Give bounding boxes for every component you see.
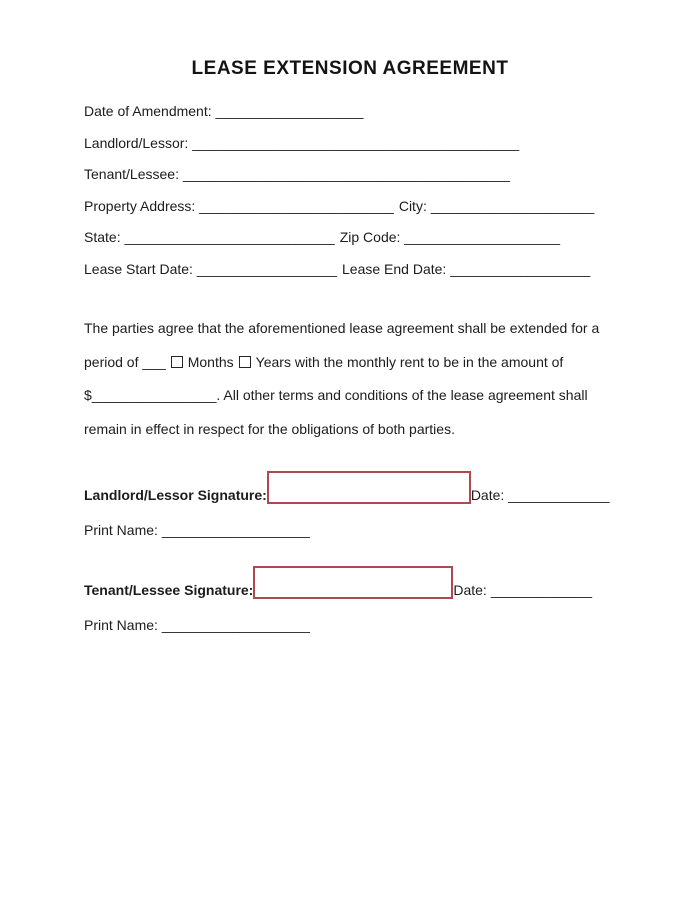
- date-of-amendment-row: [84, 96, 616, 128]
- tenant-print-name-row: [84, 615, 616, 635]
- city-label: City:: [398, 197, 431, 214]
- lease-end-date-label: Lease End Date:: [342, 260, 451, 277]
- landlord-label: Landlord/Lessor:: [84, 134, 193, 151]
- tenant-signature-field[interactable]: [253, 566, 453, 599]
- agreement-paragraph-line-4: remain in effect in respect for the obligations of both parties.: [84, 420, 455, 437]
- tenant-label: Tenant/Lessee:: [84, 166, 183, 182]
- page-title: LEASE EXTENSION AGREEMENT: [191, 58, 509, 79]
- tenant-print-name-label: Print Name:: [84, 617, 158, 633]
- tenant-print-name-blank: ___________________: [161, 617, 310, 633]
- lease-start-date-blank: __________________: [196, 260, 337, 277]
- property-address-blank: _________________________: [199, 197, 394, 214]
- tenant-row: [84, 159, 616, 191]
- tenant-blank: __________________________________________: [182, 166, 510, 182]
- landlord-date-blank: _____________: [508, 487, 610, 503]
- months-checkbox[interactable]: [171, 356, 183, 368]
- period-of-blank: period of ___: [84, 353, 166, 370]
- property-city-row: [84, 191, 616, 223]
- city-blank: _____________________: [430, 197, 595, 214]
- agreement-paragraph-line-3: $________________. All other terms and conditions of the lease agreement shall: [84, 387, 588, 403]
- state-label: State:: [84, 229, 125, 245]
- tenant-signature-row: [84, 566, 616, 599]
- landlord-row: [84, 128, 616, 160]
- property-address-label: Property Address:: [84, 197, 200, 214]
- landlord-blank: __________________________________________: [192, 134, 520, 151]
- months-label: Months: [187, 353, 234, 370]
- landlord-signature-field[interactable]: [267, 471, 471, 504]
- years-checkbox[interactable]: [239, 356, 251, 368]
- state-zip-row: [84, 222, 616, 254]
- lease-end-date-blank: __________________: [450, 260, 591, 277]
- agreement-paragraph: [84, 312, 616, 446]
- landlord-print-name-row: [84, 520, 616, 540]
- landlord-signature-row: [84, 471, 616, 504]
- lease-dates-row: [84, 254, 616, 286]
- zip-code-blank: ____________________: [404, 229, 561, 245]
- state-blank: ___________________________: [124, 229, 335, 245]
- agreement-paragraph-line-1: The parties agree that the aforementioned lease agreement shall be extended for a: [84, 320, 600, 336]
- date-of-amendment-label: Date of Amendment:: [84, 103, 216, 119]
- tenant-date-blank: _____________: [490, 582, 593, 598]
- zip-code-label: Zip Code:: [339, 229, 405, 245]
- landlord-print-name-blank: ___________________: [161, 522, 310, 538]
- tenant-date-label: Date:: [453, 582, 487, 598]
- landlord-date-label: Date:: [470, 487, 505, 503]
- agreement-paragraph-line-2: [84, 346, 616, 380]
- form-fields-section: [84, 96, 616, 285]
- tenant-signature-label: Tenant/Lessee Signature:: [84, 582, 254, 598]
- landlord-signature-label: Landlord/Lessor Signature:: [84, 487, 267, 503]
- date-of-amendment-blank: ___________________: [215, 103, 364, 119]
- years-label: Years with the monthly rent to be in the amount of: [255, 353, 564, 370]
- lease-start-date-label: Lease Start Date:: [84, 260, 197, 277]
- landlord-print-name-label: Print Name:: [84, 522, 158, 538]
